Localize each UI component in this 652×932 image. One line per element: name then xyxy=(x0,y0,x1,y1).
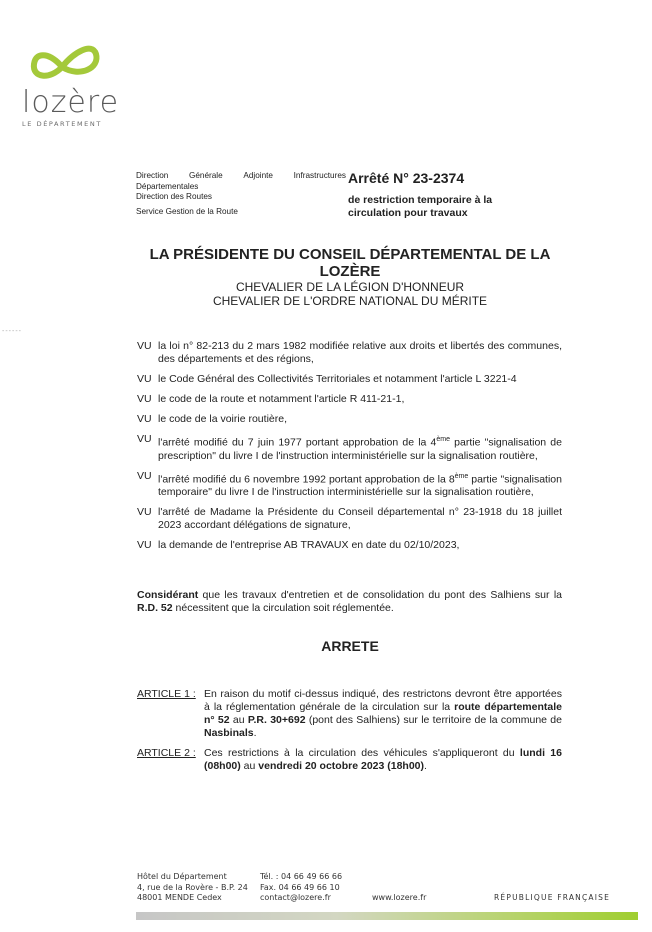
vu-text: l'arrêté modifié du 6 novembre 1992 portant approbation de la 8ème partie "signalisation temporaire" du livre I de l'instruction interministérielle sur la signalisation routière, xyxy=(158,472,562,498)
article-text: En raison du motif ci-dessus indiqué, des restrictons devront être apportées à la réglementation générale de la circulation sur la route départementale n° 52 au P.R. 30+692 (pont des Salhiens) sur le territoire de la commune de Nasbinals. xyxy=(204,688,562,739)
footer-republique: RÉPUBLIQUE FRANÇAISE xyxy=(494,893,611,902)
vu-text: l'arrêté modifié du 7 juin 1977 portant approbation de la 4ème partie "signalisation de prescription" du livre I de l'instruction interministérielle sur la signalisation routière, xyxy=(158,436,562,462)
vu-label: VU xyxy=(137,373,152,385)
vu-text: le Code Général des Collectivités Territoriales et notamment l'article L 3221-4 xyxy=(158,373,517,385)
considerant-paragraph: Considérant que les travaux d'entretien et de consolidation du pont des Salhiens sur la R.D. 52 nécessitent que la circulation soit réglementée. xyxy=(137,589,562,614)
article-label: ARTICLE 1 : xyxy=(137,688,196,700)
logo-subtitle: LE DÉPARTEMENT xyxy=(22,120,102,128)
president-heading xyxy=(120,246,580,308)
article-text: Ces restrictions à la circulation des véhicules s'appliqueront du lundi 16 (08h00) au vendredi 20 octobre 2023 (18h00). xyxy=(204,747,562,772)
direction-line-3: Direction des Routes xyxy=(136,192,212,201)
logo-name: lozère xyxy=(22,85,120,120)
vu-text: le code de la route et notamment l'article R 411-21-1, xyxy=(158,393,405,405)
footer-fax: Fax. 04 66 49 66 10 xyxy=(260,882,340,892)
vu-item xyxy=(137,506,562,532)
vu-item xyxy=(137,470,562,500)
vu-text: l'arrêté de Madame la Présidente du Conseil départemental n° 23-1918 du 18 juillet 2023 accordant délégations de signature, xyxy=(158,506,562,531)
footer-website[interactable]: www.lozere.fr xyxy=(372,893,427,902)
vu-label: VU xyxy=(137,340,152,352)
president-distinction-2: CHEVALIER DE L'ORDRE NATIONAL DU MÉRITE xyxy=(212,294,488,308)
vu-label: VU xyxy=(137,393,152,405)
lozere-logo xyxy=(22,40,132,128)
vu-label: VU xyxy=(137,433,152,445)
vu-item xyxy=(137,539,562,552)
vu-text: le code de la voirie routière, xyxy=(158,413,287,425)
arrete-heading: ARRETE xyxy=(321,638,379,654)
article-2 xyxy=(137,747,562,773)
vu-text: la demande de l'entreprise AB TRAVAUX en date du 02/10/2023, xyxy=(158,539,460,551)
article-label: ARTICLE 2 : xyxy=(137,747,196,759)
footer-contact xyxy=(260,872,342,904)
footer-email[interactable]: contact@lozere.fr xyxy=(260,893,331,902)
footer-address: Hôtel du Département 4, rue de la Rovère - B.P. 24 48001 MENDE Cedex xyxy=(137,872,248,902)
arrete-subtitle: de restriction temporaire à la circulation pour travaux xyxy=(348,194,493,219)
arrete-number: Arrêté N° 23-2374 xyxy=(348,170,465,186)
president-title: LA PRÉSIDENTE DU CONSEIL DÉPARTEMENTAL DE LA LOZÈRE xyxy=(149,246,551,280)
vu-item xyxy=(137,393,562,406)
infinity-logo-icon xyxy=(22,40,102,90)
vu-list xyxy=(137,340,562,559)
direction-line-2: Départementales xyxy=(136,181,199,191)
article-1 xyxy=(137,688,562,740)
vu-label: VU xyxy=(137,413,152,425)
direction-line-4: Service Gestion de la Route xyxy=(136,206,238,216)
vu-label: VU xyxy=(137,539,152,551)
vu-item xyxy=(137,413,562,426)
footer-tel: Tél. : 04 66 49 66 66 xyxy=(260,872,343,881)
president-distinction-1: CHEVALIER DE LA LÉGION D'HONNEUR xyxy=(235,280,465,294)
vu-item xyxy=(137,373,562,386)
margin-mark: ------ xyxy=(2,328,22,335)
footer-color-bar xyxy=(136,912,638,920)
direction-line-1: Direction Générale Adjointe Infrastructures xyxy=(136,171,346,180)
vu-text: la loi n° 82-213 du 2 mars 1982 modifiée relative aux droits et libertés des communes, des départements et des régions, xyxy=(158,340,562,365)
vu-item xyxy=(137,433,562,463)
vu-label: VU xyxy=(137,469,152,482)
vu-item xyxy=(137,340,562,366)
vu-label: VU xyxy=(137,506,152,518)
issuing-department xyxy=(136,171,346,217)
